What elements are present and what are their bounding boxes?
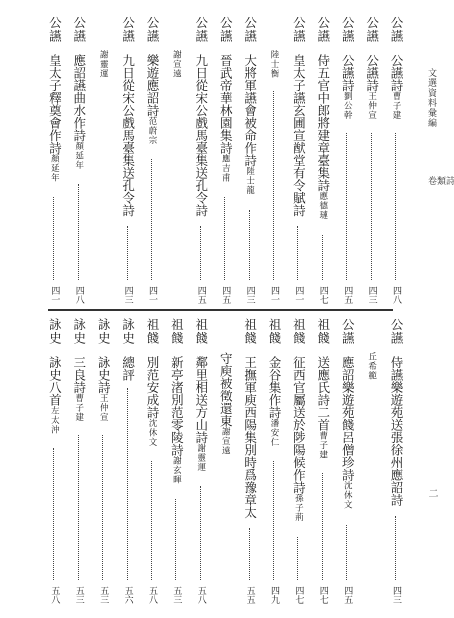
entry-category: 公讌: [315, 16, 331, 43]
leader-dots: [395, 133, 396, 280]
entry-title: 晉武帝華林園集詩應吉甫: [218, 54, 234, 183]
entry-page-number: 五八: [195, 586, 206, 604]
entry-title: 九日從宋公戲馬臺集送孔令詩: [120, 54, 136, 217]
entry-page-number: 五八: [147, 586, 157, 604]
toc-entry: [237, 318, 263, 606]
entry-category: 公讌: [389, 318, 404, 345]
entry-category: 祖餞: [169, 318, 185, 345]
toc-entry: [334, 318, 360, 606]
entry-page-number: 四三: [244, 286, 255, 304]
entry-title: 總評: [120, 356, 136, 381]
entry-title: 公讌詩王仲宣: [364, 54, 380, 120]
entry-page-number: 四三: [122, 286, 133, 304]
entry-category: 祖餞: [193, 318, 209, 345]
entry-page-number: 五五: [244, 586, 255, 604]
book-title: 文選資料彙編: [426, 68, 436, 128]
entry-category: 祖餞: [145, 318, 160, 345]
entry-author: 王仲宣: [98, 393, 109, 422]
leader-dots: [224, 197, 225, 280]
leader-dots: [151, 461, 152, 581]
entry-category: 公讌: [71, 16, 87, 43]
entry-category: 詠史: [71, 318, 87, 345]
entry-page-number: 四五: [195, 286, 206, 304]
leader-dots: [78, 435, 79, 580]
toc-entry: [163, 16, 189, 306]
leader-dots: [200, 226, 201, 280]
entry-category: 公讌: [340, 318, 356, 345]
entry-title: 金谷集作詩潘安仁: [267, 356, 282, 447]
entry-page-number: 四五: [342, 286, 353, 304]
leader-dots: [273, 461, 274, 581]
toc-entry: [163, 318, 189, 606]
entry-category: 詠史: [47, 318, 63, 345]
toc-entry: [90, 318, 116, 606]
toc-entry: [285, 16, 311, 306]
toc-entry: [383, 16, 409, 306]
entry-page-number: 四一: [147, 286, 157, 304]
leader-dots: [297, 226, 298, 280]
entry-title: [90, 50, 116, 79]
toc-entry: [115, 318, 141, 606]
entry-page-number: 五三: [171, 586, 182, 604]
entry-title: [359, 352, 385, 381]
entry-title: 大將軍讌會被命作詩陸士龍: [242, 54, 258, 195]
entry-title: 送應氏詩二首曹子建: [315, 356, 331, 460]
entry-author: 應吉甫: [220, 154, 231, 183]
leader-dots: [151, 159, 152, 281]
entry-category: 詠史: [96, 318, 112, 345]
entry-page-number: 四五: [342, 586, 353, 604]
entry-author: 顏延年: [49, 154, 60, 183]
entry-title: 別范安成詩沈休文: [145, 356, 160, 447]
leader-dots: [395, 516, 396, 580]
entry-author: 范蔚宗: [147, 116, 157, 145]
entry-page-number: 五三: [98, 586, 109, 604]
toc-entry: [90, 16, 116, 306]
toc-entry: [188, 16, 214, 306]
entry-author: 謝玄暉: [171, 456, 182, 485]
entry-page-number: 四八: [391, 286, 401, 304]
entry-title: 守庾被徵還東謝宣遠: [218, 352, 234, 456]
toc-entry: [212, 16, 238, 306]
entry-category: 公讌: [364, 16, 380, 43]
leader-dots: [322, 473, 323, 580]
section-divider: [48, 309, 393, 311]
entry-page-number: 四七: [317, 586, 328, 604]
entry-page-number: 五六: [122, 586, 133, 604]
toc-entry: [139, 16, 165, 306]
entry-author: 丘希範: [366, 352, 377, 381]
toc-entry: [334, 16, 360, 306]
entry-category: 公讌: [47, 16, 63, 43]
entry-category: 公讌: [120, 16, 136, 43]
entry-author: 謝宣遠: [220, 427, 231, 456]
volume-label: 詩類卷: [426, 176, 454, 186]
entry-category: 公讌: [291, 16, 307, 43]
leader-dots: [102, 435, 103, 580]
entry-title: [163, 50, 189, 79]
leader-dots: [53, 448, 54, 580]
entry-page-number: 四三: [366, 286, 377, 304]
entry-author: 曹子建: [391, 91, 401, 120]
entry-title: 皇太子釋奠會作詩顏延年: [47, 54, 63, 183]
toc-entry: [359, 16, 385, 306]
entry-category: 公讌: [242, 16, 258, 43]
entry-title: 詠史詩王仲宣: [96, 356, 112, 422]
entry-author: 王仲宣: [366, 91, 377, 120]
entry-category: 祖餞: [242, 318, 258, 345]
entry-author: 劉公幹: [342, 91, 353, 120]
toc-entry: [41, 318, 67, 606]
entry-author: 謝靈運: [195, 443, 206, 472]
entry-title: 樂遊應詔詩范蔚宗: [145, 54, 160, 145]
entry-title: 侍五官中郎將建章臺集詩應德璉: [315, 54, 331, 220]
entry-page-number: 四一: [269, 286, 279, 304]
leader-dots: [53, 197, 54, 280]
entry-category: 公讌: [340, 16, 356, 43]
toc-entry: [383, 318, 409, 606]
entry-author: 陸士衡: [269, 50, 279, 79]
entry-category: 公讌: [145, 16, 160, 43]
entry-author: 沈休文: [147, 418, 157, 447]
entry-category: 公讌: [389, 16, 404, 43]
entry-title: 新亭渚別范零陵詩謝玄暉: [169, 356, 185, 485]
entry-title: 應詔樂遊苑餞呂僧珍詩沈休文: [340, 356, 356, 510]
entry-author: 孫子荊: [293, 493, 304, 522]
entry-title: 公讌詩曹子建: [389, 54, 404, 120]
entry-author: 曹子建: [73, 393, 84, 422]
entry-page-number: 五八: [49, 586, 60, 604]
entry-author: 陸士龍: [244, 166, 255, 195]
leader-dots: [273, 91, 274, 281]
toc-entry: [188, 318, 214, 606]
entry-author: 應德璉: [317, 191, 328, 220]
entry-title: 九日從宋公戲馬臺集送孔令詩: [193, 54, 209, 217]
entry-page-number: 四五: [220, 286, 231, 304]
entry-title: 詠史八首左太沖: [47, 356, 63, 435]
page-number: 二: [426, 488, 437, 499]
toc-entry: [261, 318, 287, 606]
entry-title: 應詔讌曲水作詩顏延年: [71, 54, 87, 170]
entry-page-number: 四七: [293, 586, 304, 604]
entry-page-number: 五三: [73, 586, 84, 604]
leader-dots: [249, 528, 250, 580]
toc-entry: [285, 318, 311, 606]
leader-dots: [127, 388, 128, 580]
entry-category: 祖餞: [267, 318, 282, 345]
toc-entry: [66, 16, 92, 306]
toc-entry: [310, 318, 336, 606]
leader-dots: [175, 499, 176, 580]
entry-category: 祖餞: [315, 318, 331, 345]
toc-entry: [261, 16, 287, 306]
entry-category: 公讌: [218, 16, 234, 43]
toc-entry: [237, 16, 263, 306]
entry-title: 征西官屬送於陟陽候作詩孫子荊: [291, 356, 307, 522]
toc-entry: [212, 318, 238, 606]
entry-title: 王撫軍庾西陽集別時爲豫章太: [242, 356, 258, 519]
entry-author: 曹子建: [317, 431, 328, 460]
toc-entry: [41, 16, 67, 306]
leader-dots: [249, 210, 250, 280]
entry-title: 鄰里相送方山詩謝靈運: [193, 356, 209, 472]
leader-dots: [322, 235, 323, 280]
entry-title: 侍讌樂遊苑送張徐州應詔詩: [389, 356, 404, 506]
leader-dots: [297, 537, 298, 580]
entry-category: 詠史: [120, 318, 136, 345]
entry-author: 左太沖: [49, 406, 60, 435]
toc-entry: [359, 318, 385, 606]
leader-dots: [346, 525, 347, 581]
entry-page-number: 四七: [317, 286, 328, 304]
entry-author: 顏延年: [73, 141, 84, 170]
entry-author: 沈休文: [342, 481, 353, 510]
entry-page-number: 四一: [293, 286, 304, 304]
entry-page-number: 四一: [49, 286, 60, 304]
entry-title: [261, 50, 287, 79]
leader-dots: [127, 226, 128, 280]
leader-dots: [371, 133, 372, 280]
leader-dots: [200, 486, 201, 580]
toc-entry: [66, 318, 92, 606]
leader-dots: [78, 184, 79, 280]
entry-category: 祖餞: [291, 318, 307, 345]
toc-entry: [139, 318, 165, 606]
entry-page-number: 四九: [269, 586, 279, 604]
leader-dots: [346, 133, 347, 280]
entry-title: 三良詩曹子建: [71, 356, 87, 422]
entry-category: 公讌: [193, 16, 209, 43]
entry-author: 潘安仁: [269, 418, 279, 447]
entry-author: 謝宣遠: [171, 50, 182, 79]
entry-title: 公讌詩劉公幹: [340, 54, 356, 120]
entry-page-number: 四三: [391, 586, 401, 604]
entry-page-number: 四八: [73, 286, 84, 304]
entry-author: 謝靈運: [98, 50, 109, 79]
toc-entry: [115, 16, 141, 306]
toc-entry: [310, 16, 336, 306]
entry-title: 皇太子讌玄圃宣猷堂有令賦詩: [291, 54, 307, 217]
